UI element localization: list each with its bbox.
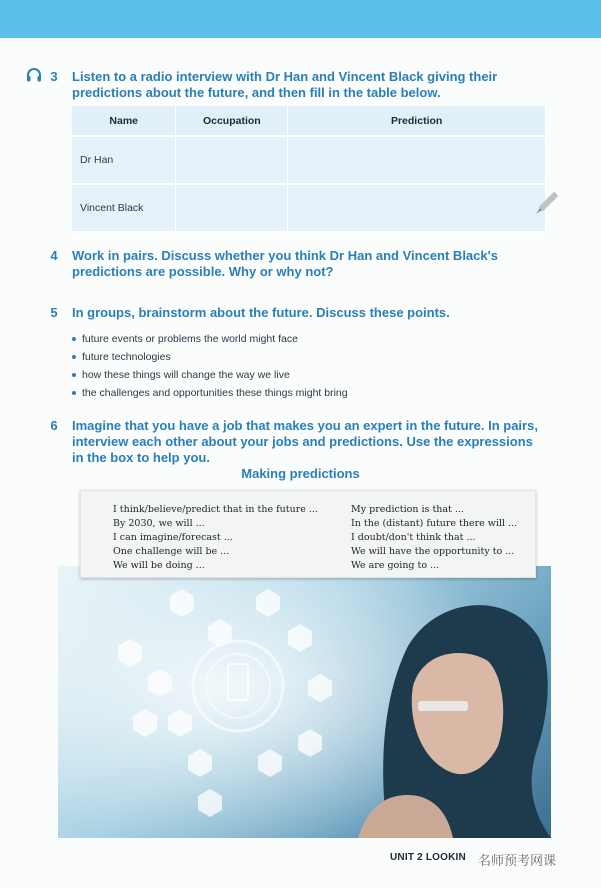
expressions-right-column bbox=[351, 503, 517, 573]
table-cell-occupation[interactable] bbox=[176, 136, 288, 184]
expressions-left-column bbox=[113, 503, 318, 573]
table-cell-name: Dr Han bbox=[72, 136, 176, 184]
list-item: future technologies bbox=[72, 348, 348, 366]
headphones-icon bbox=[26, 67, 42, 83]
expression-item: In the (distant) future there will ... bbox=[351, 518, 518, 529]
question-4-text: Work in pairs. Discuss whether you think Dr Han and Vincent Black's predictions are possible. Why or why not? bbox=[72, 248, 498, 279]
list-item: how these things will change the way we live bbox=[72, 366, 348, 384]
prediction-table bbox=[72, 106, 546, 233]
table-row bbox=[72, 136, 546, 184]
table-cell-prediction[interactable] bbox=[288, 184, 546, 232]
discussion-points-list bbox=[72, 330, 348, 402]
table-header-row bbox=[72, 106, 546, 136]
future-technology-photo bbox=[58, 566, 551, 838]
question-3-text: Listen to a radio interview with Dr Han and Vincent Black giving their predictions about the future, and then fill in the table below. bbox=[72, 69, 498, 100]
list-item: the challenges and opportunities these things might bring bbox=[72, 384, 348, 402]
page-footer: UNIT 2 LOOKIN bbox=[390, 852, 466, 863]
expression-item: We will be doing ... bbox=[113, 560, 205, 571]
list-item: future events or problems the world might face bbox=[72, 330, 348, 348]
table-cell-name: Vincent Black bbox=[72, 184, 176, 232]
pencil-icon bbox=[532, 188, 562, 218]
question-5-text: In groups, brainstorm about the future. Discuss these points. bbox=[72, 305, 450, 320]
watermark: 名师预考网课 bbox=[478, 854, 557, 869]
question-5-number: 5 bbox=[50, 305, 58, 320]
expression-item: I doubt/don't think that ... bbox=[351, 532, 476, 543]
expression-item: I think/believe/predict that in the future ... bbox=[113, 504, 318, 515]
making-predictions-box bbox=[80, 490, 536, 578]
expression-item: One challenge will be ... bbox=[113, 546, 230, 557]
table-cell-occupation[interactable] bbox=[176, 184, 288, 232]
table-header-occupation: Occupation bbox=[176, 106, 288, 136]
expression-item: We are going to ... bbox=[351, 560, 440, 571]
expression-item: We will have the opportunity to ... bbox=[351, 546, 515, 557]
expression-item: My prediction is that ... bbox=[351, 504, 464, 515]
question-4-number: 4 bbox=[50, 248, 58, 263]
photo-illustration bbox=[58, 566, 551, 838]
question-6-number: 6 bbox=[50, 418, 58, 433]
top-color-band bbox=[0, 0, 601, 38]
expression-item: By 2030, we will ... bbox=[113, 518, 205, 529]
table-header-name: Name bbox=[72, 106, 176, 136]
question-3-number: 3 bbox=[50, 69, 58, 84]
table-cell-prediction[interactable] bbox=[288, 136, 546, 184]
expressions-box-title: Making predictions bbox=[241, 466, 360, 481]
question-6-text: Imagine that you have a job that makes you an expert in the future. In pairs, interview each other about your jobs and predictions. Use the expressions in the box to help you. bbox=[72, 418, 538, 465]
table-row bbox=[72, 184, 546, 232]
expression-item: I can imagine/forecast ... bbox=[113, 532, 233, 543]
table-header-prediction: Prediction bbox=[288, 106, 546, 136]
